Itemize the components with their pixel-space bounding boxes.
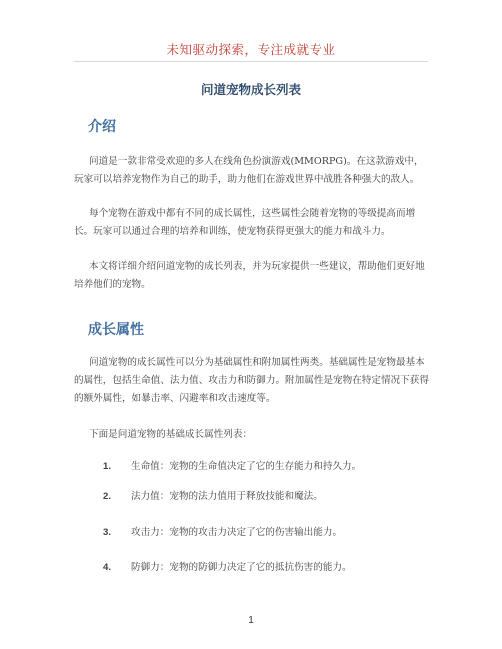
intro-paragraph-1: 问道是一款非常受欢迎的多人在线角色扮演游戏(MMORPG)。在这款游戏中，玩家可以培养宠物作为自己的助手，助力他们在游戏世界中战胜各种强大的敌人。 (74, 156, 424, 185)
intro-paragraph-3: 本文将详细介绍问道宠物的成长列表，并为玩家提供一些建议，帮助他们更好地培养他们的宠物。 (74, 261, 425, 290)
list-item-number: 2. (103, 491, 112, 502)
list-item-text: 生命值：宠物的生命值决定了它的生存能力和持久力。 (131, 461, 362, 472)
list-item-text: 法力值：宠物的法力值用于释放技能和魔法。 (131, 491, 323, 502)
growth-paragraph-1: 问道宠物的成长属性可以分为基础属性和附加属性两类。基础属性是宠物最基本的属性，包括生命值、法力值、攻击力和防御力。附加属性是宠物在特定情况下获得的额外属性，如暴击率、闪避率和攻击速度等。 (74, 357, 429, 404)
header-divider (74, 61, 428, 62)
list-item-text: 防御力：宠物的防御力决定了它的抵抗伤害的能力。 (131, 562, 352, 573)
document-title: 问道宠物成长列表 (200, 82, 301, 97)
intro-paragraph-2: 每个宠物在游戏中都有不同的成长属性，这些属性会随着宠物的等级提高而增长。玩家可以通过合理的培养和训练，使宠物获得更强大的能力和战斗力。 (74, 208, 416, 237)
section-heading-intro: 介绍 (88, 119, 116, 135)
page-header-text: 未知驱动探索，专注成就专业 (166, 42, 336, 57)
list-item-text: 攻击力：宠物的攻击力决定了它的伤害输出能力。 (131, 527, 343, 538)
growth-paragraph-2: 下面是问道宠物的基础成长属性列表： (89, 429, 253, 440)
page-number: 1 (248, 615, 254, 626)
list-item-number: 3. (103, 527, 112, 538)
section-heading-growth-attributes: 成长属性 (88, 322, 144, 338)
list-item-number: 1. (103, 461, 112, 472)
list-item-number: 4. (103, 562, 112, 573)
